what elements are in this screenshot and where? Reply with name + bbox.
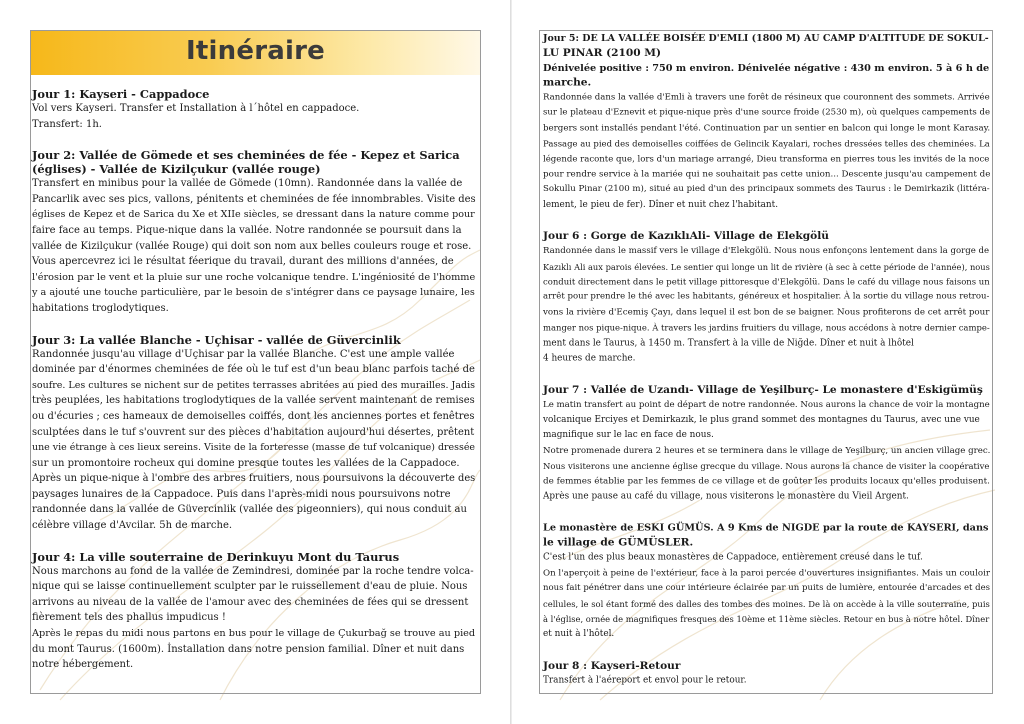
text-line: sur le plateau d'Eznevit et pique-nique près d'une source froide (2530 m), où quelques campements de: [543, 108, 991, 118]
text-line: vons la rivière d'Ecemiş Çayı, dans lequel il est bon de se baigner. Nous profiterons de cet arrêt pour: [543, 307, 990, 318]
text-line: Transfert en minibus pour la vallée de Gömede (10mn). Randonnée dans la vallée de: [32, 178, 463, 190]
title-line: LU PINAR (2100 M): [543, 46, 662, 59]
text-line: Nous visiterons une ancienne église grecque du village. Nous aurons la chance de visiter la coopérative: [543, 460, 990, 471]
day-5: [543, 31, 989, 213]
title-line: Jour 5: DE LA VALLÉE BOISÉE D'EMLI (1800 M) AU CAMP D'ALTITUDE DE SOKUL-: [543, 32, 989, 44]
day-1: [32, 87, 479, 132]
text-line: pour rendre service à la mariée qui ne souhaitait pas cette union... Descente jusqu'au campement de: [543, 169, 991, 180]
day-text: [32, 176, 479, 316]
title-line: Jour 7 : Vallée de Uzandı- Village de Yeşilburç- Le monastere d'Eskigümüş: [543, 383, 983, 396]
monastery-section: [543, 521, 989, 643]
text-line: Randonnée dans la vallée d'Emli à travers une forêt de résineux que couronnent des sommets. Arrivée: [543, 92, 990, 103]
text-line: une vie étrange à ces lieux sereins. Visite de la forteresse (masse de tuf volcanique) dressée: [32, 442, 476, 454]
text-line: vallée de Kizilçukur (vallée Rouge) qui doit son nom aux belles couleurs rouge et rose.: [32, 240, 472, 252]
text-line: Vous apercevrez ici le résultat féerique du travail, durant des millions d'années, de: [32, 256, 454, 268]
page-fold: [510, 0, 512, 724]
text-line: Transfert: 1h.: [32, 118, 102, 130]
text-line: randonnée dans la vallée de Güvercinlik (vallée des pigeonniers), qui nous conduit au: [32, 504, 467, 516]
day-2: [32, 148, 479, 316]
day-title: [543, 659, 989, 674]
day-text: [543, 244, 989, 367]
text-line: Transfert à l'aéreport et envol pour le retour.: [543, 675, 747, 686]
day-title: Jour 2: Vallée de Gömede et ses cheminées de fée - Kepez et Sarica (églises) - Vallée de Kizilçukur (vallée rouge): [32, 148, 460, 177]
text-line: On l'aperçoit à peine de l'extérieur, face à la paroi percée d'ouvertures insignifiantes. Mais un couloir: [543, 568, 991, 579]
text-line: à l'église, ornée de magnifiques fresques des 10ème et 11ème siècles. Retour en bus à notre hôtel. Dîner: [543, 614, 990, 624]
text-line: Sokullu Pinar (2100 m), situé au pied d'un des principaux sommets des Taurus : le Demirkazik (littéra-: [543, 184, 990, 195]
text-line: conduit directement dans le petit village pittoresque d'Elekgölü. Dans le café du village nous faisons un: [543, 276, 990, 287]
day-3: [32, 333, 479, 534]
text-line: Après un pique-nique à l'ombre des arbres fruitiers, nous poursuivons la découverte des: [32, 473, 476, 485]
text-line: sur un promontoire rocheux qui domine presque toutes les vallées de la Cappadoce.: [32, 457, 460, 469]
text-line: arrivons au niveau de la vallée de l'amour avec des cheminées de fées qui se dressent: [32, 596, 469, 608]
day-title: Jour 1: Kayseri - Cappadoce: [32, 87, 210, 101]
title-line: marche.: [543, 76, 592, 89]
day-text: [32, 101, 479, 132]
text-line: Vol vers Kayseri. Transfer et Installation à l´hôtel en cappadoce.: [32, 103, 360, 114]
day-6: [543, 229, 989, 367]
text-line: du mont Taurus. (1600m). İnstallation dans notre pension familial. Dîner et nuit dans: [32, 643, 465, 655]
text-line: manger nos pique-nique. À travers les jardins fruitiers du village, nous accédons à notre dernier campe-: [543, 322, 990, 333]
day-8: [543, 659, 989, 689]
text-line: soufre. Les cultures se nichent sur de petites terrasses abritées au pied des murailles. Jadis: [32, 379, 476, 391]
text-line: de femmes établie par les femmes de ce village et de goûter les produits locaux qu'elles produisent.: [543, 476, 990, 487]
day-text: [543, 674, 989, 689]
text-line: célèbre village d'Avcilar. 5h de marche.: [32, 520, 233, 532]
day-title: [543, 31, 989, 91]
text-line: églises de Kepez et de Sarica du Xe et XIIe siècles, se dressant dans la nature comme pour: [32, 209, 475, 221]
text-line: Randonnée dans le massif vers le village d'Elekgölü. Nous nous enfonçons lentement dans la gorge de: [543, 246, 990, 257]
text-line: ou d'écuries ; ces hameaux de demoiselles coiffés, dont les anciennes portes et fenêtres: [32, 410, 475, 422]
day-title: [543, 229, 989, 244]
text-line: y a ajouté une touche particulière, par le besoin de s'intégrer dans ce paysage lunaire, les: [32, 287, 475, 299]
day-title: [543, 383, 989, 398]
text-line: nous fait pénétrer dans une cour intérieure éclairée par un puits de lumière, entourée d'arcades et des: [543, 583, 991, 594]
day-title: [543, 521, 989, 551]
text-line: cellules, le sol étant formé des dalles des tombes des moines. De là on accède à la ville souterraine, puis: [543, 598, 990, 609]
text-line: 4 heures de marche.: [543, 353, 636, 364]
title-line: Le monastère de ESKI GÜMÜS. A 9 Kms de NIGDE par la route de KAYSERI, dans: [543, 522, 989, 534]
text-line: fièrement tels des phallus impudicus !: [32, 612, 226, 624]
text-line: volcanique Erciyes et Demirkazık, le plus grand sommet des montagnes du Taurus, avec une vue: [543, 414, 980, 425]
title-banner: [31, 31, 480, 75]
title-line: le village de GÜMÜSLER.: [543, 536, 694, 549]
text-line: nique qui se laisse continuellement sculpter par le ruissellement d'eau de pluie. Nous: [32, 581, 468, 593]
text-line: Notre promenade durera 2 heures et se terminera dans le village de Yeşilburç, un ancien village grec.: [543, 445, 991, 456]
text-line: Randonnée jusqu'au village d'Uçhisar par la vallée Blanche. C'est une ample vallée: [32, 348, 455, 360]
text-line: Après le repas du midi nous partons en bus pour le village de Çukurbağ se trouve au pied: [32, 628, 476, 640]
left-page: [30, 30, 481, 694]
text-line: bergers sont installés pendant l'été. Continuation par un sentier en balcon qui longe le mont Karasay.: [543, 123, 991, 134]
title-line: Dénivelée positive : 750 m environ. Dénivelée négative : 430 m environ. 5 à 6 h de: [543, 62, 990, 74]
text-line: et nuit à l'hôtel.: [543, 629, 615, 640]
day-text: [543, 398, 989, 505]
text-line: paysages lunaires de la Cappadoce. Puis dans l'après-midi nous poursuivons notre: [32, 488, 451, 500]
day-title: Jour 3: La vallée Blanche - Uçhisar - vallée de Güvercinlik: [32, 332, 401, 347]
text-line: faire face au temps. Pique-nique dans la vallée. Notre randonnée se poursuit dans la: [32, 224, 462, 236]
day-title: Jour 4: La ville souterraine de Derinkuyu Mont du Taurus: [32, 549, 400, 564]
text-line: Nous marchons au fond de la vallée de Zemindresi, dominée par la roche tendre volca-: [32, 565, 474, 577]
day-text: [543, 91, 989, 214]
text-line: arrêt pour prendre le thé avec les habitants, généreux et hospitalier. À la sortie du village nous retrou-: [543, 292, 990, 303]
text-line: Pancarlik avec ses pics, vallons, pénitents et cheminées de fée innombrables. Visite des: [32, 193, 476, 205]
text-line: magnifique sur le lac en face de nous.: [543, 430, 714, 441]
text-line: dominée par d'énormes cheminées de fée où le tuf est d'un beau blanc parfois taché de: [32, 364, 475, 376]
page-title: Itinéraire: [186, 36, 325, 66]
text-line: légende raconte que, lors d'un mariage arrangé, Dieu transforma en pierres tous les invités de la noce: [543, 154, 990, 164]
day-text: [543, 551, 989, 643]
day-4: [32, 550, 479, 673]
right-page: [539, 30, 993, 694]
text-line: Passage au pied des demoiselles coiffées de Gelincik Kayalari, roches dressées telles des cheminées. La: [543, 138, 990, 149]
title-line: Jour 8 : Kayseri-Retour: [543, 659, 681, 672]
text-line: lement, le pieu de fer). Dîner et nuit chez l'habitant.: [543, 199, 779, 210]
text-line: l'érosion par le vent et la pluie sur une roche volcanique tendre. L'ingéniosité de l'homme: [32, 271, 476, 283]
day-text: [32, 347, 479, 534]
text-line: Après une pause au café du village, nous visiterons le monastère du Vieil Argent.: [543, 491, 909, 502]
day-7: [543, 383, 989, 505]
text-line: notre hébergement.: [32, 659, 134, 671]
text-line: C'est l'un des plus beaux monastères de Cappadoce, entièrement creusé dans le tuf.: [543, 552, 923, 563]
text-line: sculptées dans le tuf s'ouvrent sur des pièces d'habitation aujourd'hui désertes, prêtent: [32, 426, 475, 438]
text-line: Le matin transfert au point de départ de notre randonnée. Nous aurons la chance de voir la montagne: [543, 399, 990, 410]
text-line: ment dans le Taurus, à 1450 m. Transfert à la ville de Niğde. Dîner et nuit à lhôtel: [543, 338, 914, 349]
day-text: [32, 564, 479, 673]
text-line: Kazıklı Ali aux parois élevées. Le sentier qui longe un lit de rivière (à sec à cette période de l'année), nous: [543, 261, 990, 272]
title-line: Jour 6 : Gorge de KazıklıAli- Village de Elekgölü: [543, 230, 829, 243]
text-line: habitations troglodytiques.: [32, 302, 169, 314]
text-line: très peuplées, les habitations troglodytiques de la vallée servent maintenant de remises: [32, 395, 475, 407]
